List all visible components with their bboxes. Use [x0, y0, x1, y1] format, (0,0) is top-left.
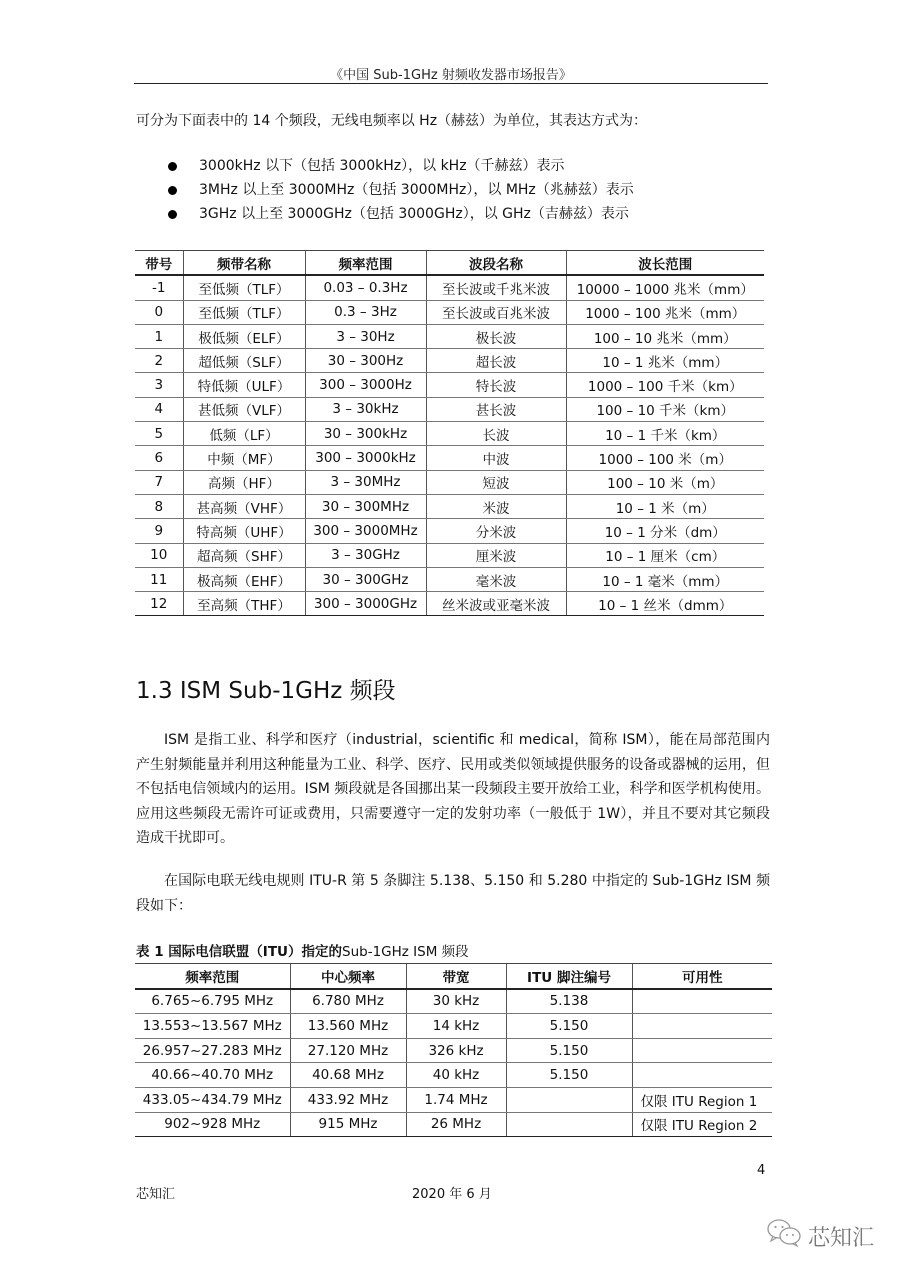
- table-cell: 甚长波: [426, 397, 566, 421]
- table-cell: 至低频（TLF）: [183, 275, 305, 300]
- table-cell: 3 – 30Hz: [305, 324, 426, 348]
- column-header: 波段名称: [426, 251, 566, 276]
- table-cell: 6.765~6.795 MHz: [135, 989, 290, 1014]
- table-cell: 甚高频（VHF）: [183, 494, 305, 518]
- table-cell: 10 – 1 千米（km）: [566, 422, 764, 446]
- table-cell: 长波: [426, 422, 566, 446]
- table-cell: 中频（MF）: [183, 446, 305, 470]
- table-row: [135, 300, 764, 324]
- table-cell: 300 – 3000MHz: [305, 519, 426, 543]
- table-row: [135, 543, 764, 567]
- table-cell: 433.92 MHz: [290, 1087, 406, 1112]
- bullet-icon: [168, 210, 177, 219]
- table-cell: 30 – 300Hz: [305, 349, 426, 373]
- table-row: [135, 397, 764, 421]
- table-cell: 3 – 30kHz: [305, 397, 426, 421]
- intro-text: 可分为下面表中的 14 个频段，无线电频率以 Hz（赫兹）为单位，其表达方式为：: [136, 113, 648, 129]
- table-cell: [506, 1112, 632, 1137]
- bullet-item: 3000kHz 以下（包括 3000kHz），以 kHz（千赫兹）表示: [164, 154, 634, 178]
- table-row: [135, 494, 764, 518]
- footer-date: 2020 年 6 月: [412, 1187, 492, 1202]
- column-header: 中心频率: [290, 964, 406, 989]
- section-heading: 1.3 ISM Sub-1GHz 频段: [136, 678, 396, 704]
- table-cell: 300 – 3000GHz: [305, 592, 426, 616]
- bullet-item: 3MHz 以上至 3000MHz（包括 3000MHz），以 MHz（兆赫兹）表示: [164, 178, 634, 202]
- bullet-list: [164, 154, 634, 226]
- table-cell: 仅限 ITU Region 2: [632, 1112, 772, 1137]
- header-divider: [134, 83, 768, 84]
- table-cell: 极高频（EHF）: [183, 567, 305, 591]
- table-cell: 27.120 MHz: [290, 1038, 406, 1063]
- table-cell: 14 kHz: [406, 1014, 506, 1039]
- table-cell: 5.138: [506, 989, 632, 1014]
- table-cell: 10 – 1 兆米（mm）: [566, 349, 764, 373]
- table-cell: 10: [135, 543, 183, 567]
- watermark-text: 芯知汇: [808, 1225, 875, 1251]
- table-cell: 特高频（UHF）: [183, 519, 305, 543]
- table-row: [135, 1063, 772, 1088]
- table-cell: 40.66~40.70 MHz: [135, 1063, 290, 1088]
- bullet-item: 3GHz 以上至 3000GHz（包括 3000GHz），以 GHz（吉赫兹）表示: [164, 202, 634, 226]
- table-cell: 26.957~27.283 MHz: [135, 1038, 290, 1063]
- table-row: [135, 275, 764, 300]
- column-header: 可用性: [632, 964, 772, 989]
- table-cell: 1000 – 100 米（m）: [566, 446, 764, 470]
- table-cell: 米波: [426, 494, 566, 518]
- table-cell: 11: [135, 567, 183, 591]
- table-cell: 超高频（SHF）: [183, 543, 305, 567]
- ism-table-body: [135, 989, 772, 1137]
- bullet-icon: [168, 162, 177, 171]
- table-header-row: [135, 251, 764, 276]
- table-cell: 中波: [426, 446, 566, 470]
- table-cell: 100 – 10 米（m）: [566, 470, 764, 494]
- running-header: 《中国 Sub-1GHz 射频收发器市场报告》: [330, 68, 572, 83]
- table-cell: 至长波或百兆米波: [426, 300, 566, 324]
- column-header: ITU 脚注编号: [506, 964, 632, 989]
- table-cell: 1000 – 100 千米（km）: [566, 373, 764, 397]
- table-cell: 超长波: [426, 349, 566, 373]
- table-row: [135, 519, 764, 543]
- ism-band-table: [135, 963, 772, 1137]
- table-row: [135, 592, 764, 616]
- table-cell: 厘米波: [426, 543, 566, 567]
- table-cell: 10 – 1 米（m）: [566, 494, 764, 518]
- table-cell: [632, 1038, 772, 1063]
- table-cell: 极长波: [426, 324, 566, 348]
- table-cell: 10 – 1 厘米（cm）: [566, 543, 764, 567]
- table-cell: 326 kHz: [406, 1038, 506, 1063]
- table-cell: 5.150: [506, 1063, 632, 1088]
- table-cell: [632, 989, 772, 1014]
- frequency-band-table: [135, 250, 764, 616]
- table-cell: 高频（HF）: [183, 470, 305, 494]
- table-cell: 8: [135, 494, 183, 518]
- table-cell: 3: [135, 373, 183, 397]
- table-row: [135, 1014, 772, 1039]
- table-cell: 短波: [426, 470, 566, 494]
- table-cell: [632, 1014, 772, 1039]
- table-cell: 毫米波: [426, 567, 566, 591]
- column-header: 频率范围: [305, 251, 426, 276]
- table-cell: [506, 1087, 632, 1112]
- table-cell: 30 – 300MHz: [305, 494, 426, 518]
- table-cell: 2: [135, 349, 183, 373]
- paragraph-ism-definition: ISM 是指工业、科学和医疗（industrial，scientific 和 medical，简称 ISM），能在局部范围内产生射频能量并利用这种能量为工业、科学、医疗、民用或类似领域提供服务的设备或器械的运用，但不包括电信领域内的运用。ISM 频段就是各国挪出某一段频段主要开放给工业，科学和医学机构使用。应用这些频段无需许可证或费用，只需要遵守一定的发射功率（一般低于 1W），并且不要对其它频段造成干扰即可。: [136, 732, 770, 846]
- table-row: [135, 1087, 772, 1112]
- table-cell: 30 – 300kHz: [305, 422, 426, 446]
- column-header: 频带名称: [183, 251, 305, 276]
- table-cell: 300 – 3000kHz: [305, 446, 426, 470]
- table-cell: 1: [135, 324, 183, 348]
- wechat-icon: [766, 1218, 802, 1254]
- table-cell: 超低频（SLF）: [183, 349, 305, 373]
- table-cell: 100 – 10 兆米（mm）: [566, 324, 764, 348]
- table-cell: 5.150: [506, 1014, 632, 1039]
- table-cell: 100 – 10 千米（km）: [566, 397, 764, 421]
- table-row: [135, 324, 764, 348]
- table-cell: 至长波或千兆米波: [426, 275, 566, 300]
- column-header: 波长范围: [566, 251, 764, 276]
- table-cell: 12: [135, 592, 183, 616]
- table-cell: 至低频（TLF）: [183, 300, 305, 324]
- column-header: 频率范围: [135, 964, 290, 989]
- table-cell: 10 – 1 毫米（mm）: [566, 567, 764, 591]
- table-cell: 极低频（ELF）: [183, 324, 305, 348]
- table-cell: 30 – 300GHz: [305, 567, 426, 591]
- table-cell: 9: [135, 519, 183, 543]
- table-header-row: [135, 964, 772, 989]
- table-cell: 4: [135, 397, 183, 421]
- table-caption: 表 1 国际电信联盟（ITU）指定的Sub-1GHz ISM 频段: [136, 944, 469, 960]
- table-row: [135, 989, 772, 1014]
- table-cell: 40 kHz: [406, 1063, 506, 1088]
- table-cell: 0.03 – 0.3Hz: [305, 275, 426, 300]
- table-cell: 433.05~434.79 MHz: [135, 1087, 290, 1112]
- table-cell: 10000 – 1000 兆米（mm）: [566, 275, 764, 300]
- paragraph-itu-footnotes: 在国际电联无线电规则 ITU-R 第 5 条脚注 5.138、5.150 和 5.280 中指定的 Sub-1GHz ISM 频段如下：: [136, 873, 770, 914]
- table-cell: 5: [135, 422, 183, 446]
- table-cell: 1.74 MHz: [406, 1087, 506, 1112]
- table-cell: 40.68 MHz: [290, 1063, 406, 1088]
- table-row: [135, 470, 764, 494]
- table-cell: 7: [135, 470, 183, 494]
- table-cell: 甚低频（VLF）: [183, 397, 305, 421]
- table-cell: 3 – 30GHz: [305, 543, 426, 567]
- watermark: [766, 1218, 874, 1254]
- column-header: 带宽: [406, 964, 506, 989]
- table-cell: 仅限 ITU Region 1: [632, 1087, 772, 1112]
- table-row: [135, 1112, 772, 1137]
- table-cell: 13.560 MHz: [290, 1014, 406, 1039]
- band-table-body: [135, 275, 764, 616]
- table-cell: 10 – 1 丝米（dmm）: [566, 592, 764, 616]
- table-cell: 低频（LF）: [183, 422, 305, 446]
- table-row: [135, 422, 764, 446]
- bullet-icon: [168, 186, 177, 195]
- footer-publisher: 芯知汇: [136, 1187, 176, 1202]
- table-cell: 902~928 MHz: [135, 1112, 290, 1137]
- table-cell: 特长波: [426, 373, 566, 397]
- table-cell: 特低频（ULF）: [183, 373, 305, 397]
- table-row: [135, 1038, 772, 1063]
- column-header: 带号: [135, 251, 183, 276]
- table-cell: 26 MHz: [406, 1112, 506, 1137]
- table-row: [135, 373, 764, 397]
- table-cell: 丝米波或亚毫米波: [426, 592, 566, 616]
- table-cell: 至高频（THF）: [183, 592, 305, 616]
- table-row: [135, 567, 764, 591]
- table-cell: 10 – 1 分米（dm）: [566, 519, 764, 543]
- table-cell: 3 – 30MHz: [305, 470, 426, 494]
- table-cell: [632, 1063, 772, 1088]
- table-cell: 5.150: [506, 1038, 632, 1063]
- table-cell: 30 kHz: [406, 989, 506, 1014]
- table-cell: 0: [135, 300, 183, 324]
- table-cell: 915 MHz: [290, 1112, 406, 1137]
- table-cell: 0.3 – 3Hz: [305, 300, 426, 324]
- table-cell: 6.780 MHz: [290, 989, 406, 1014]
- table-cell: 6: [135, 446, 183, 470]
- table-cell: 1000 – 100 兆米（mm）: [566, 300, 764, 324]
- table-cell: -1: [135, 275, 183, 300]
- table-row: [135, 349, 764, 373]
- table-cell: 300 – 3000Hz: [305, 373, 426, 397]
- table-cell: 分米波: [426, 519, 566, 543]
- table-cell: 13.553~13.567 MHz: [135, 1014, 290, 1039]
- table-row: [135, 446, 764, 470]
- page-number: 4: [757, 1163, 766, 1178]
